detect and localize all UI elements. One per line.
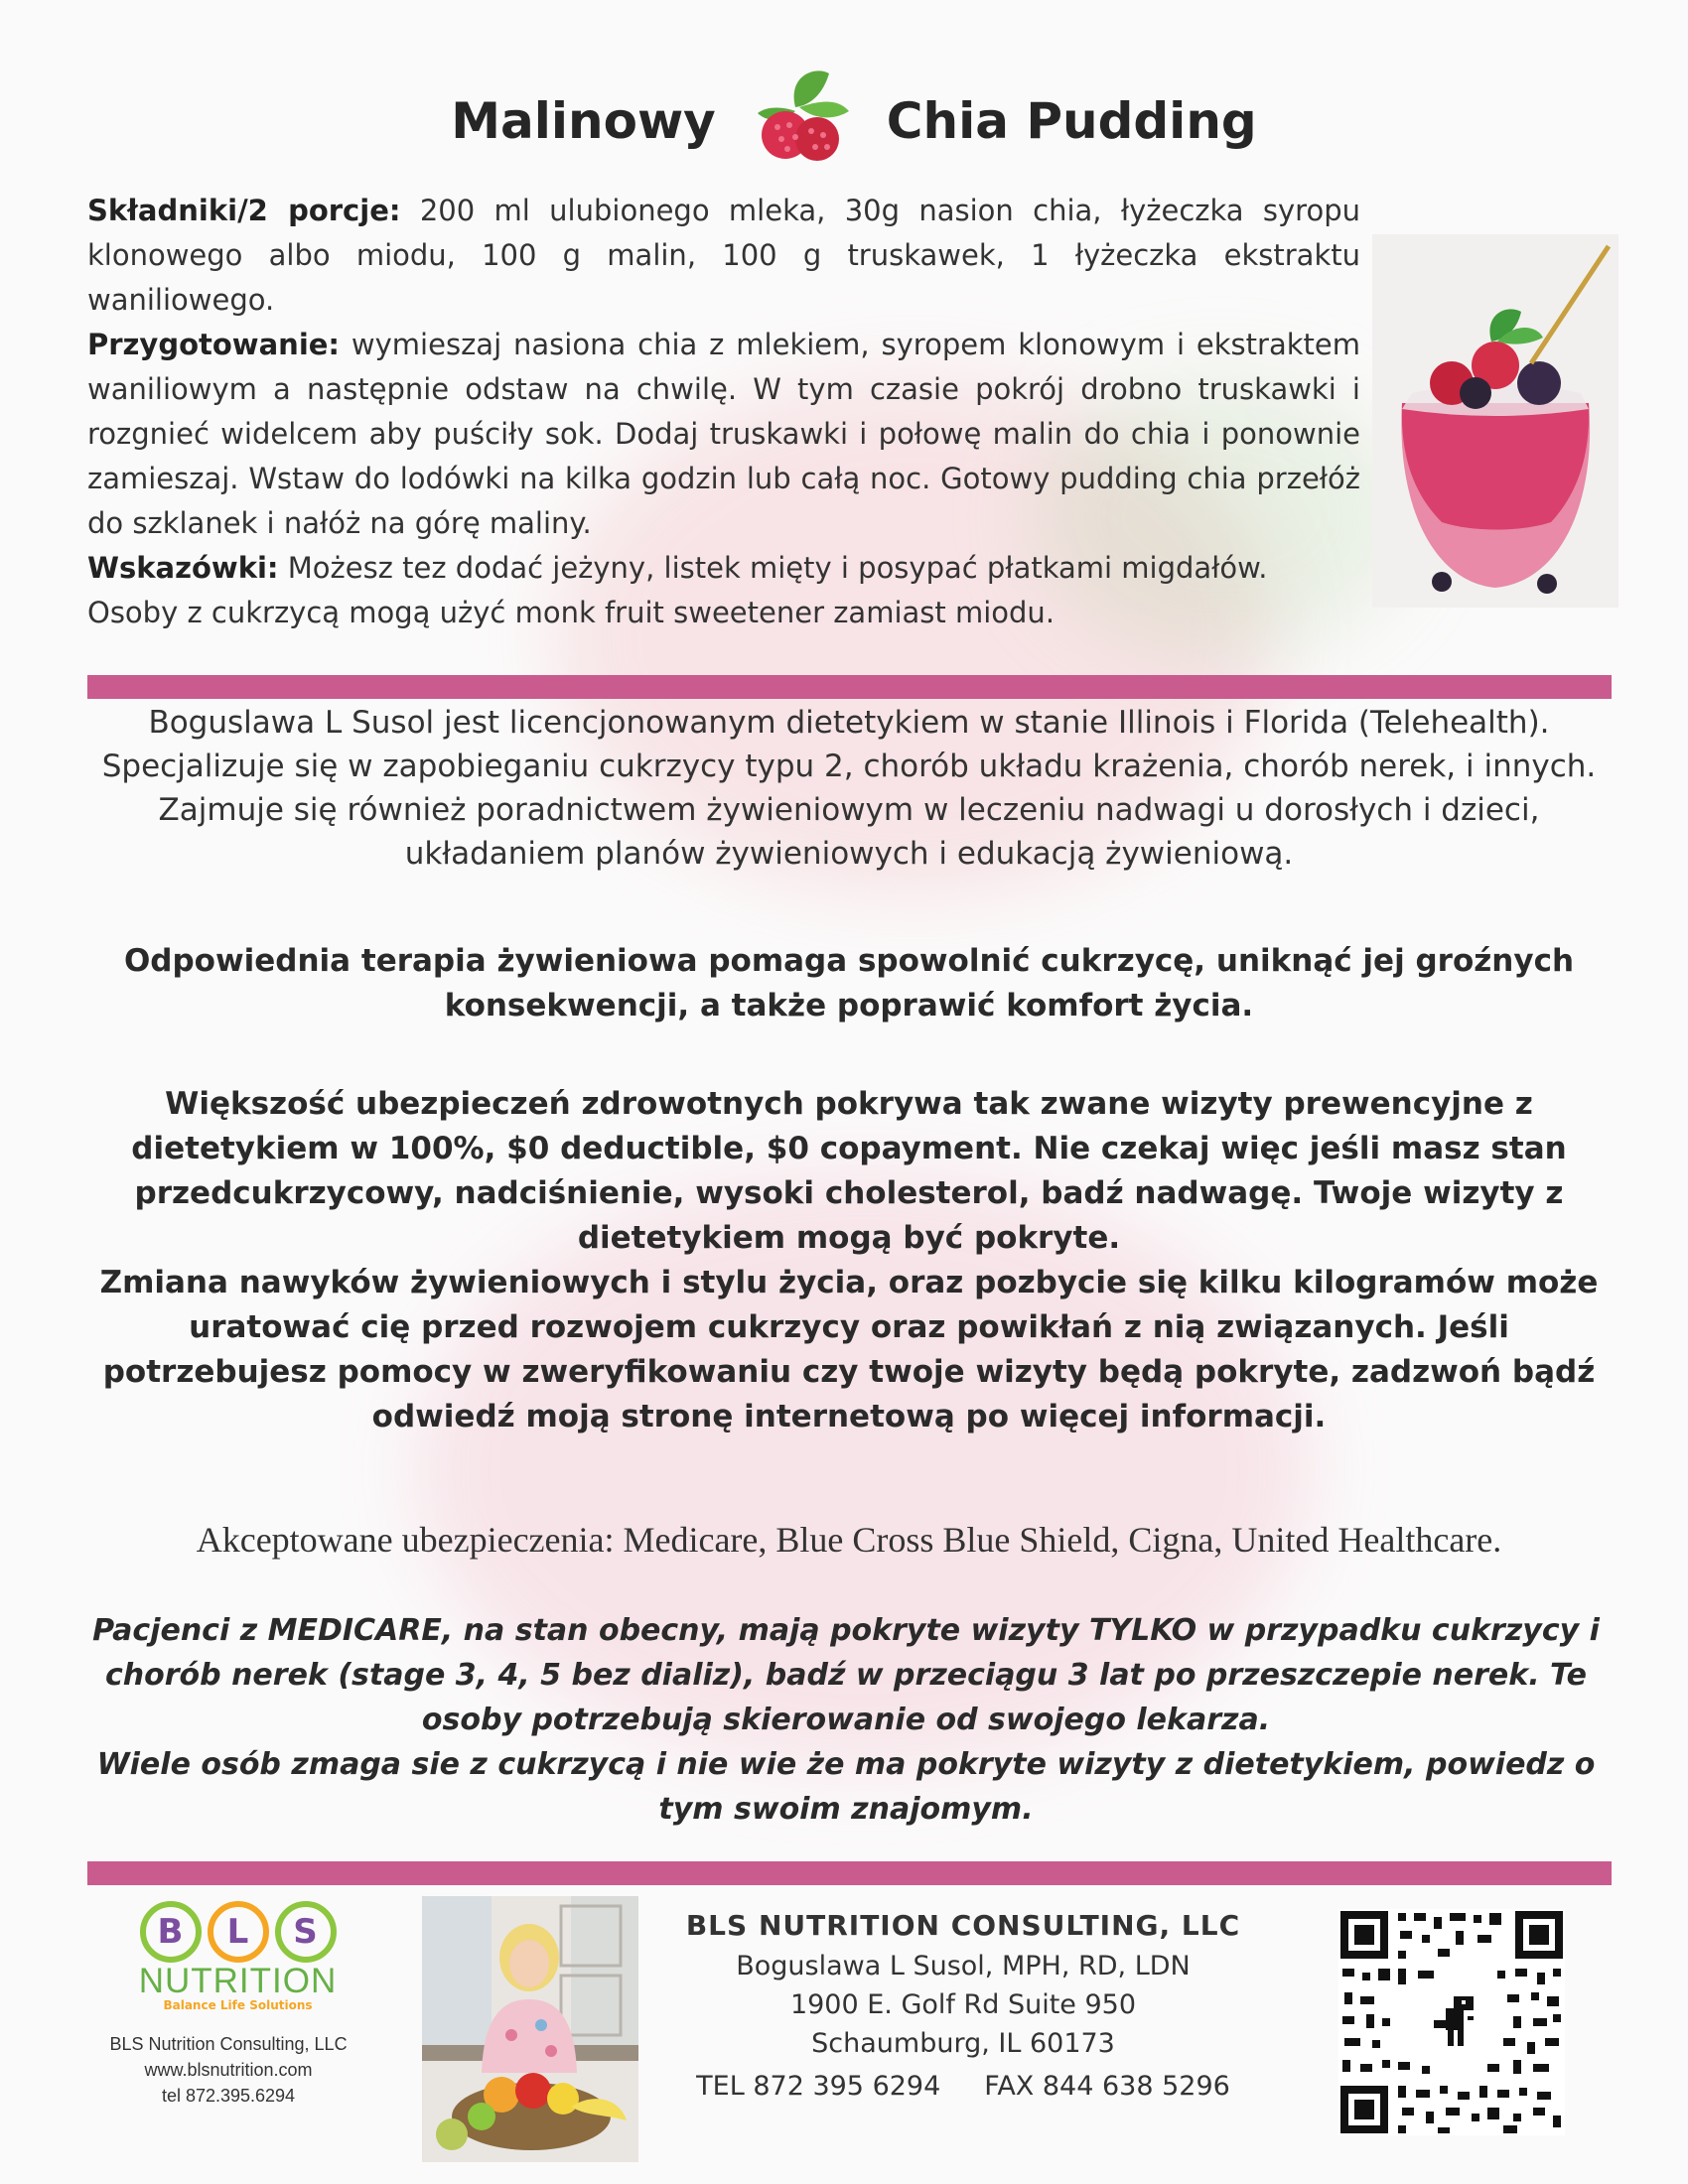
footer-contact-left [79, 2031, 377, 2109]
footer-company: BLS Nutrition Consulting, LLC [109, 2034, 348, 2054]
footer-divider [87, 1861, 1612, 1885]
company-tel: TEL 872 395 6294 [696, 2071, 941, 2102]
footer-website[interactable]: www.blsnutrition.com [144, 2060, 313, 2080]
medicare-info [81, 1608, 1611, 1832]
company-person: Boguslawa L Susol, MPH, RD, LDN [736, 1951, 1191, 1981]
tips-label: Wskazówki: [87, 551, 279, 585]
footer-tel: tel 872.395.6294 [161, 2086, 296, 2106]
title-word-2: Chia Pudding [886, 92, 1257, 150]
logo-letter-l: L [208, 1901, 269, 1963]
company-address-1: 1900 E. Golf Rd Suite 950 [789, 1989, 1137, 2020]
accepted-insurances: Akceptowane ubezpieczenia: Medicare, Blue Cross Blue Shield, Cigna, United Healthcare. [196, 1520, 1502, 1560]
logo-nutrition: NUTRITION [138, 1962, 338, 2000]
title-word-1: Malinowy [451, 92, 716, 150]
raspberry-icon [738, 68, 865, 175]
medicare-paragraph-2: Wiele osób zmaga sie z cukrzycą i nie wie że ma pokryte wizyty z dietetykiem, powiedz o tym swoim znajomym. [96, 1747, 1596, 1827]
section-divider [87, 675, 1612, 699]
pudding-photo [1372, 234, 1618, 608]
medicare-paragraph-1: Pacjenci z MEDICARE, na stan obecny, mają pokryte wizyty TYLKO w przypadku cukrzycy i chorób nerek (stage 3, 4, 5 bez dializ), badź w przeciągu 3 lat po przeszczepie nerek. Te osoby potrzebują skierowanie od swojego lekarza. [92, 1613, 1600, 1737]
logo-letter-b: B [140, 1901, 202, 1963]
ingredients-label: Składniki/2 porcje: [87, 194, 401, 227]
preparation-label: Przygotowanie: [87, 328, 341, 361]
dinosaur-icon [1426, 1988, 1477, 2056]
tips-paragraph [87, 546, 1360, 591]
tips-text: Możesz tez dodać jeżyny, listek mięty i posypać płatkami migdałów. [278, 551, 1268, 585]
insurance-paragraph-2: Zmiana nawyków żywieniowych i stylu życia, oraz pozbycie się kilku kilogramów może uratować cię przed rozwojem cukrzycy oraz powikłań z nią związanych. Jeśli potrzebujesz pomocy w zweryfikowaniu czy twoje wizyty będą pokryte, zadzwoń bądź odwiedź moją stronę internetową po więcej informacji. [99, 1265, 1599, 1434]
qr-code[interactable] [1338, 1909, 1565, 2135]
dietitian-bio: Boguslawa L Susol jest licencjonowanym dietetykiem w stanie Illinois i Florida (Telehealth). Specjalizuje się w zapobieganiu cukrzycy typu 2, chorób układu krażenia, chorób nerek, i innych. Zajmuje się również poradnictwem żywieniowym w leczeniu nadwagi u dorosłych i dzieci, układaniem planów żywieniowych i edukacją żywieniową. [101, 705, 1597, 872]
company-address-2: Schaumburg, IL 60173 [811, 2028, 1115, 2059]
recipe-text [87, 189, 1360, 635]
logo-letter-s: S [275, 1901, 337, 1963]
preparation-text: wymieszaj nasiona chia z mlekiem, syropem klonowym i ekstraktem waniliowym a następnie odstaw na chwilę. W tym czasie pokrój drobno truskawki i rozgnieć widelcem aby puściły sok. Dodaj truskawki i połowę malin do chia i ponownie zamieszaj. Wstaw do lodówki na kilka godzin lub całą noc. Gotowy pudding chia przełóż do szklanek i nałóż na górę maliny. [87, 328, 1360, 540]
phone-row [685, 2067, 1241, 2106]
owner-photo [422, 1896, 638, 2162]
company-name: BLS NUTRITION CONSULTING, LLC [685, 1909, 1241, 1942]
ingredients-paragraph [87, 189, 1360, 323]
therapy-statement: Odpowiednia terapia żywieniowa pomaga spowolnić cukrzycę, uniknąć jej groźnych konsekwencji, a także poprawić komfort życia. [123, 943, 1575, 1024]
tips-paragraph-2: Osoby z cukrzycą mogą użyć monk fruit sweetener zamiast miodu. [87, 596, 1055, 629]
insurance-info [89, 1082, 1609, 1439]
logo-tagline: Balance Life Solutions [163, 1998, 313, 2012]
company-fax: FAX 844 638 5296 [984, 2071, 1230, 2102]
recipe-title [417, 62, 1291, 181]
bls-logo [131, 1901, 345, 2010]
company-info [685, 1906, 1241, 2106]
ingredients-text: 200 ml ulubionego mleka, 30g nasion chia, łyżeczka syropu klonowego albo miodu, 100 g malin, 100 g truskawek, 1 łyżeczka ekstraktu waniliowego. [87, 194, 1361, 317]
insurance-paragraph-1: Większość ubezpieczeń zdrowotnych pokrywa tak zwane wizyty prewencyjne z dietetykiem w 100%, $0 deductible, $0 copayment. Nie czekaj więc jeśli masz stan przedcukrzycowy, nadciśnienie, wysoki cholesterol, badź nadwagę. Twoje wizyty z dietetykiem mogą być pokryte. [131, 1086, 1567, 1256]
logo-circles [131, 1901, 345, 1963]
preparation-paragraph [87, 323, 1360, 546]
